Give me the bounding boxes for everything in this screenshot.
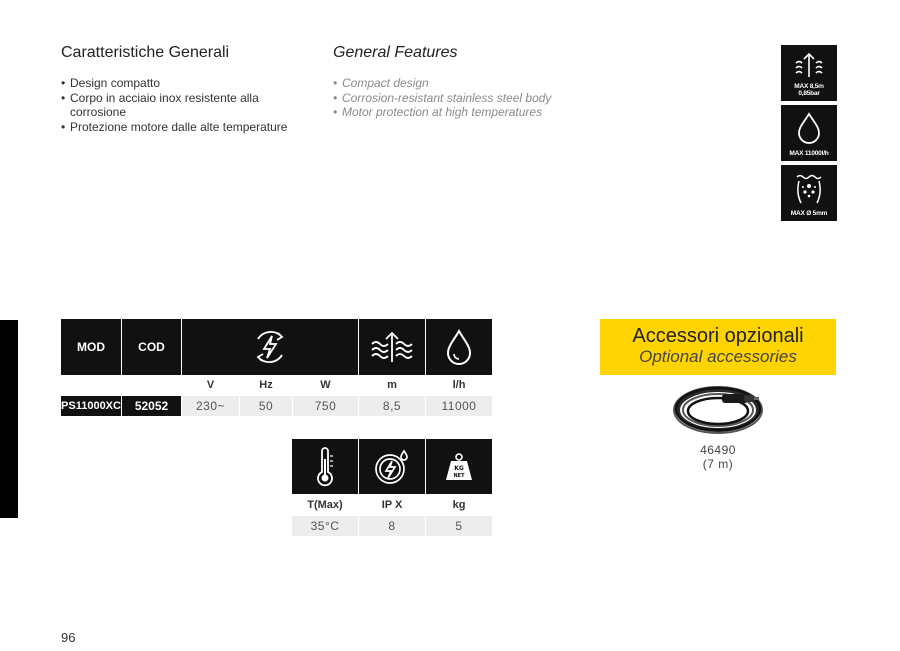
unit-volt: V xyxy=(206,379,215,391)
unit-flow: l/h xyxy=(452,379,466,391)
header-ip xyxy=(359,439,425,494)
electric-power-icon xyxy=(250,327,290,367)
features-english xyxy=(333,44,593,120)
list-item: • Motor protection at high temperatures xyxy=(333,105,593,120)
unit-meter: m xyxy=(387,379,397,391)
svg-text:KG: KG xyxy=(454,464,464,472)
accessories-header xyxy=(600,319,836,375)
features-it-title: Caratteristiche Generali xyxy=(61,44,230,61)
max-solids-label: MAX Ø 5mm xyxy=(790,210,828,217)
max-flow-label: MAX 11000l/h xyxy=(789,150,829,157)
max-solids-badge xyxy=(781,165,837,221)
list-item: • Corrosion-resistant stainless steel body xyxy=(333,91,593,106)
accessory-length: (7 m) xyxy=(702,457,734,471)
svg-text:NET: NET xyxy=(453,472,465,479)
unit-watt: W xyxy=(320,379,331,391)
accessory-item-label xyxy=(668,443,768,471)
water-drop-icon xyxy=(794,111,824,145)
features-en-list xyxy=(333,76,593,120)
waterproof-motor-icon xyxy=(372,447,412,487)
temperature-cell: 35°C xyxy=(292,516,358,536)
flow-cell: 11000 xyxy=(426,396,492,416)
water-head-icon xyxy=(794,51,824,79)
accessory-code: 46490 xyxy=(700,443,736,457)
page-number: 96 xyxy=(61,630,76,645)
solid-particles-icon xyxy=(794,171,824,205)
accessories-subtitle: Optional accessories xyxy=(639,347,797,366)
header-head xyxy=(359,319,425,375)
list-item: • Protezione motore dalle alte temperature xyxy=(61,120,301,135)
list-item: • Compact design xyxy=(333,76,593,91)
list-item: • Design compatto xyxy=(61,76,301,91)
spec-badges xyxy=(781,45,837,225)
header-electric xyxy=(182,319,358,375)
header-mod: MOD xyxy=(61,319,121,375)
features-it-list xyxy=(61,76,301,134)
max-head-label: MAX 8,5m 0,85bar xyxy=(794,83,824,97)
thermometer-icon xyxy=(313,447,337,487)
unit-kg: kg xyxy=(452,499,466,511)
voltage-cell: 230~ xyxy=(182,396,239,416)
unit-hertz: Hz xyxy=(259,379,273,391)
header-flow xyxy=(426,319,492,375)
water-head-icon xyxy=(370,330,414,364)
features-en-title: General Features xyxy=(333,44,458,61)
head-cell: 8,5 xyxy=(359,396,425,416)
header-weight xyxy=(426,439,492,494)
list-item: • Corpo in acciaio inox resistente alla corrosione xyxy=(61,91,301,120)
power-cable-image xyxy=(668,380,768,442)
side-tab-bar xyxy=(0,320,18,518)
header-cod: COD xyxy=(122,319,181,375)
code-cell: 52052 xyxy=(122,396,181,416)
model-cell: PS11000XC xyxy=(61,396,121,416)
water-drop-icon xyxy=(444,328,474,366)
features-italian xyxy=(61,44,301,134)
unit-ipx: IP X xyxy=(381,499,403,511)
ip-rating-cell: 8 xyxy=(359,516,425,536)
unit-tmax: T(Max) xyxy=(307,499,343,511)
max-head-badge xyxy=(781,45,837,101)
max-flow-badge xyxy=(781,105,837,161)
weight-cell: 5 xyxy=(426,516,492,536)
header-temperature xyxy=(292,439,358,494)
power-cell: 750 xyxy=(293,396,358,416)
accessories-title: Accessori opzionali xyxy=(632,325,804,347)
weight-kg-icon xyxy=(445,452,473,482)
frequency-cell: 50 xyxy=(240,396,292,416)
